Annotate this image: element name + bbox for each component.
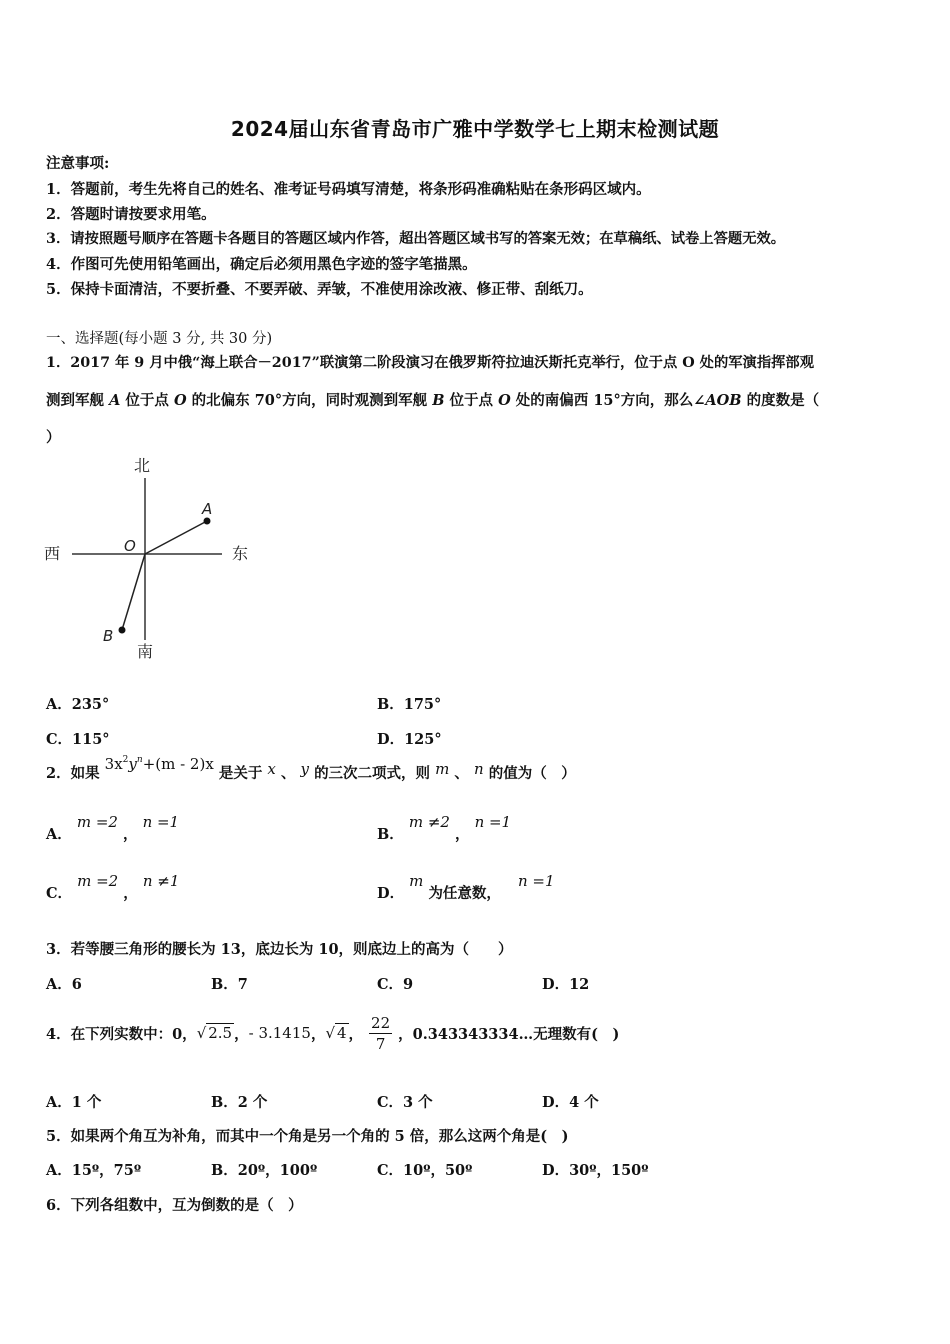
q2-option-a[interactable] — [46, 813, 180, 844]
q4-c1: ， — [234, 1025, 249, 1043]
q1-line1: 1．2017 年 9 月中俄“海上联合－2017”联演第二阶段演习在俄罗斯符拉迪沃斯托克举行，位于点 O 处的军演指挥部观 — [46, 355, 815, 371]
q4-option-a[interactable]: A．1 个 — [46, 1094, 102, 1111]
q2-expr-b: y — [128, 755, 137, 773]
q4-neg-value: - 3.1415 — [248, 1024, 311, 1042]
notice-item-5: 5．保持卡面清洁，不要折叠、不要弄破、弄皱，不准使用涂改液、修正带、刮纸刀。 — [46, 281, 593, 298]
q1-compass-figure — [40, 450, 270, 665]
q2-a-n: n =1 — [142, 813, 180, 831]
q4-suffix: ，0.343343334…无理数有( ) — [398, 1025, 620, 1043]
q2-d-text: 为任意数， — [428, 885, 501, 902]
q1-line2 — [46, 389, 819, 410]
q4-option-d[interactable]: D．4 个 — [542, 1094, 599, 1111]
q4-frac-den: 7 — [375, 1034, 386, 1053]
q2-var-n: n — [473, 760, 484, 778]
q4-frac-num: 22 — [371, 1013, 391, 1032]
q4-sqrt2-radicand: 4 — [337, 1024, 347, 1042]
q5-option-d[interactable]: D．30º，150º — [542, 1162, 649, 1179]
q1-text-b: 位于点 — [125, 392, 169, 409]
point-B-dot — [119, 627, 126, 634]
q5-option-c[interactable]: C．10º，50º — [377, 1162, 473, 1179]
q2-c-n: n ≠1 — [142, 872, 180, 890]
q2-expr-a: 3x — [104, 755, 123, 773]
label-B: B — [103, 627, 114, 645]
label-south: 南 — [137, 642, 154, 661]
q1-text-a: 测到军舰 — [46, 392, 104, 409]
q2-stem — [46, 755, 576, 783]
q2-d-n: n =1 — [518, 872, 555, 890]
q4-c2: ， — [310, 1025, 326, 1043]
notice-heading: 注意事项: — [46, 155, 110, 172]
ray-OA — [145, 521, 207, 554]
q1-option-c[interactable]: C．115° — [46, 731, 110, 748]
q2-mid: 是关于 — [218, 765, 263, 782]
q3-option-d[interactable]: D．12 — [542, 976, 590, 993]
q2-expression — [105, 756, 219, 773]
q2-var-m: m — [435, 760, 450, 778]
q1-point-A: A — [109, 392, 121, 409]
q5-option-b[interactable]: B．20º，100º — [211, 1162, 318, 1179]
q1-option-a[interactable]: A．235° — [46, 696, 110, 713]
q1-text-f: 的度数是（ — [746, 392, 820, 409]
q2-option-b[interactable] — [377, 813, 512, 844]
q1-point-B: B — [432, 392, 445, 409]
q4-sqrt1-radicand: 2.5 — [208, 1024, 233, 1042]
q2-a-m: m =2 — [76, 813, 118, 831]
q1-point-O2: O — [498, 392, 511, 409]
notice-item-4: 4．作图可先使用铅笔画出，确定后必须用黑色字迹的签字笔描黑。 — [46, 256, 477, 273]
q2-expr-supn: n — [136, 755, 143, 765]
q2-b-m: m ≠2 — [408, 813, 450, 831]
notice-item-1: 1．答题前，考生先将自己的姓名、准考证号码填写清楚，将条形码准确粘贴在条形码区域内。 — [46, 181, 651, 198]
q4-stem — [46, 1008, 619, 1058]
q2-prefix: 2．如果 — [46, 765, 100, 782]
q4-c3: ， — [348, 1025, 364, 1043]
q2-expr-sup2: 2 — [122, 755, 129, 765]
q1-text-d: 位于点 — [449, 392, 494, 409]
q2-c-comma: ， — [123, 885, 138, 902]
notice-item-3: 3．请按照题号顺序在答题卡各题目的答题区域内作答，超出答题区域书写的答案无效；在草稿纸、试卷上答题无效。 — [46, 231, 786, 247]
q2-b-n: n =1 — [474, 813, 512, 831]
q5-stem: 5．如果两个角互为补角，而其中一个角是另一个角的 5 倍，那么这两个角是( ) — [46, 1128, 569, 1145]
point-A-dot — [204, 518, 211, 525]
q2-option-c[interactable] — [46, 872, 180, 903]
q2-b-label: B． — [377, 826, 404, 843]
q1-angle-AOB: AOB — [705, 392, 742, 409]
q2-sep2: 、 — [454, 765, 469, 782]
q2-suffix: 的值为（ ） — [488, 765, 576, 782]
q1-text-e: 处的南偏西 15°方向，那么∠ — [515, 392, 706, 409]
q2-option-d[interactable] — [377, 872, 555, 903]
label-east: 东 — [232, 544, 249, 563]
label-A: A — [202, 500, 213, 518]
q4-prefix: 4．在下列实数中：0， — [46, 1025, 197, 1043]
q2-d-m: m — [409, 872, 424, 890]
label-north: 北 — [134, 456, 151, 475]
q2-expr-c: +(m - 2)x — [142, 755, 214, 773]
q4-option-c[interactable]: C．3 个 — [377, 1094, 433, 1111]
q1-point-O: O — [173, 392, 187, 409]
q2-b-comma: ， — [455, 826, 470, 843]
q6-stem: 6．下列各组数中，互为倒数的是（ ） — [46, 1197, 303, 1214]
q3-stem: 3．若等腰三角形的腰长为 13，底边长为 10，则底边上的高为（ ） — [46, 941, 513, 958]
q4-sqrt-2-5: √ 2.5 — [196, 1024, 233, 1042]
page-title: 2024届山东省青岛市广雅中学数学七上期末检测试题 — [230, 117, 720, 141]
q2-a-comma: ， — [123, 826, 138, 843]
q3-option-a[interactable]: A．6 — [46, 976, 82, 993]
q3-option-c[interactable]: C．9 — [377, 976, 414, 993]
ray-OB — [122, 554, 145, 630]
q4-sqrt-4: √ 4 — [325, 1024, 347, 1042]
section-heading: 一、选择题(每小题 3 分, 共 30 分) — [46, 331, 273, 347]
q4-fraction — [369, 1013, 392, 1054]
q1-option-b[interactable]: B．175° — [377, 696, 442, 713]
q2-var-x: x — [267, 760, 276, 778]
q5-option-a[interactable]: A．15º，75º — [46, 1162, 142, 1179]
q1-line3: ） — [46, 429, 61, 446]
q2-var-y: y — [300, 760, 309, 778]
q2-c-m: m =2 — [77, 872, 119, 890]
q2-a-label: A． — [46, 826, 72, 843]
label-west: 西 — [44, 544, 61, 563]
q2-d-label: D． — [377, 885, 405, 902]
q1-option-d[interactable]: D．125° — [377, 731, 442, 748]
q3-option-b[interactable]: B．7 — [211, 976, 248, 993]
q2-c-label: C． — [46, 885, 73, 902]
q2-mid2: 的三次二项式，则 — [314, 765, 431, 782]
q4-option-b[interactable]: B．2 个 — [211, 1094, 268, 1111]
q2-sep: 、 — [280, 765, 296, 782]
notice-item-2: 2．答题时请按要求用笔。 — [46, 206, 216, 223]
q1-text-c: 的北偏东 70°方向，同时观测到军舰 — [191, 392, 428, 409]
label-O: O — [124, 537, 136, 555]
